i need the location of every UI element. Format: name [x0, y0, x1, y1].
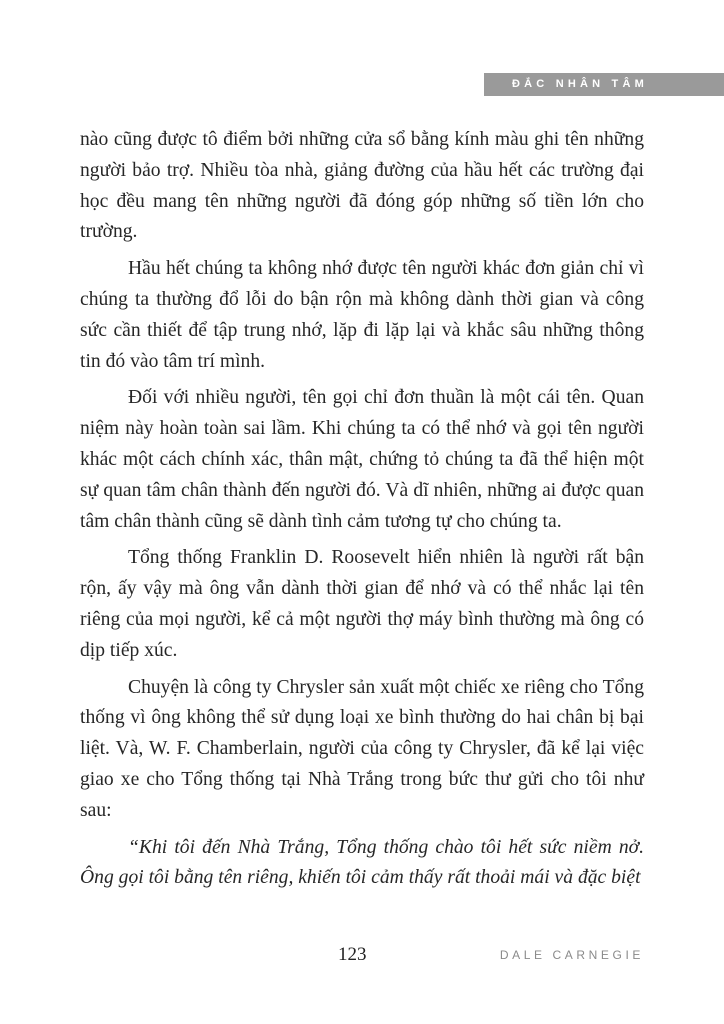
footer-author: DALE CARNEGIE [499, 948, 644, 962]
running-header [484, 73, 724, 96]
paragraph: Tổng thống Franklin D. Roosevelt hiển nhiên là người rất bận rộn, ấy vậy mà ông vẫn dành thời gian để nhớ và có thể nhắc lại tên riêng của mọi người, kể cả một người thợ máy bình thường mà ông có dịp tiếp xúc. [80, 547, 644, 661]
book-title: ĐẮC NHÂN TÂM [512, 78, 648, 90]
page-number: 123 [338, 944, 367, 965]
paragraph: Hầu hết chúng ta không nhớ được tên người khác đơn giản chỉ vì chúng ta thường đổ lỗi do bận rộn mà không dành thời gian và công sức cần thiết để tập trung nhớ, lặp đi lặp lại và khắc sâu những thông tin đó vào tâm trí mình. [80, 258, 644, 372]
paragraph: Đối với nhiều người, tên gọi chỉ đơn thuần là một cái tên. Quan niệm này hoàn toàn sai lầm. Khi chúng ta có thể nhớ và gọi tên người khác một cách chính xác, thân mật, chứng tỏ chúng ta đã thể hiện một sự quan tâm chân thành đến người đó. Và dĩ nhiên, những ai được quan tâm chân thành cũng sẽ dành tình cảm tương tự cho chúng ta. [80, 387, 644, 532]
quote-paragraph: “Khi tôi đến Nhà Trắng, Tổng thống chào tôi hết sức niềm nở. Ông gọi tôi bằng tên riêng, khiến tôi cảm thấy rất thoải mái và đặc biệt [80, 836, 644, 889]
paragraph: nào cũng được tô điểm bởi những cửa sổ bằng kính màu ghi tên những người bảo trợ. Nhiều tòa nhà, giảng đường của hầu hết các trường đại học đều mang tên những người đã đóng góp những số tiền lớn cho trường. [80, 129, 644, 243]
page-body [80, 125, 644, 900]
paragraph: Chuyện là công ty Chrysler sản xuất một chiếc xe riêng cho Tổng thống vì ông không thể sử dụng loại xe bình thường do hai chân bị bại liệt. Và, W. F. Chamberlain, người của công ty Chrysler, đã kể lại việc giao xe cho Tổng thống tại Nhà Trắng trong bức thư gửi cho tôi như sau: [80, 676, 644, 821]
